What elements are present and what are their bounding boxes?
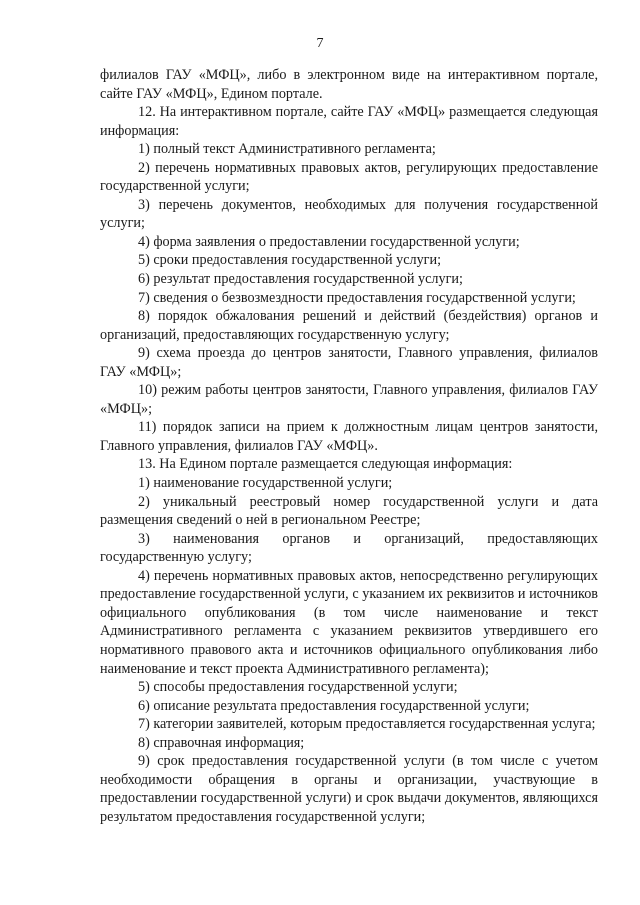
- paragraph: 4) форма заявления о предоставлении государственной услуги;: [138, 233, 520, 250]
- paragraph: 9) срок предоставления государственной услуги (в том числе с учетом необходимости обращения в органы и организации, участвующие в предоставлении государственной услуги) и срок выдачи документов, являющихся результатом предоставления государственной услуги;: [100, 753, 598, 825]
- paragraph: 5) сроки предоставления государственной услуги;: [138, 252, 442, 269]
- paragraph: 2) уникальный реестровый номер государственной услуги и дата размещения сведений о ней в региональном Реестре;: [100, 493, 598, 529]
- paragraph: 1) наименование государственной услуги;: [138, 475, 393, 492]
- document-body: [100, 66, 598, 826]
- paragraph: 7) категории заявителей, которым предоставляется государственная услуга;: [138, 716, 596, 733]
- paragraph: 3) наименования органов и организаций, предоставляющих государственную услугу;: [100, 530, 598, 566]
- paragraph: 8) справочная информация;: [138, 734, 305, 751]
- page-number: 7: [316, 36, 324, 51]
- paragraph: 3) перечень документов, необходимых для получения государственной услуги;: [100, 196, 598, 232]
- paragraph: 9) схема проезда до центров занятости, Главного управления, филиалов ГАУ «МФЦ»;: [100, 345, 598, 380]
- paragraph: 13. На Едином портале размещается следующая информация:: [138, 456, 513, 473]
- paragraph: 11) порядок записи на прием к должностным лицам центров занятости, Главного управления, филиалов ГАУ «МФЦ».: [100, 419, 598, 454]
- paragraph: 7) сведения о безвозмездности предоставления государственной услуги;: [138, 289, 576, 306]
- paragraph: 1) полный текст Административного регламента;: [138, 141, 436, 158]
- paragraph: 8) порядок обжалования решений и действий (бездействия) органов и организаций, предоставляющих государственную услугу;: [100, 308, 598, 343]
- paragraph: 5) способы предоставления государственной услуги;: [138, 679, 458, 696]
- paragraph: филиалов ГАУ «МФЦ», либо в электронном виде на интерактивном портале, сайте ГАУ «МФЦ», Едином портале.: [100, 67, 598, 102]
- paragraph: 10) режим работы центров занятости, Главного управления, филиалов ГАУ «МФЦ»;: [100, 382, 598, 417]
- paragraph: 12. На интерактивном портале, сайте ГАУ «МФЦ» размещается следующая информация:: [100, 104, 598, 139]
- paragraph: 6) результат предоставления государственной услуги;: [138, 271, 463, 288]
- paragraph: 2) перечень нормативных правовых актов, регулирующих предоставление государственной услуги;: [100, 159, 598, 195]
- paragraph: 4) перечень нормативных правовых актов, непосредственно регулирующих предоставление государственной услуги, с указанием их реквизитов и источников официального опубликования (в том числе наименование и текст Административного регламента с указанием реквизитов утвердившего его нормативного правового акта и источников официального опубликования либо наименование и текст проекта Административного регламента);: [100, 567, 598, 677]
- paragraph: 6) описание результата предоставления государственной услуги;: [138, 697, 530, 714]
